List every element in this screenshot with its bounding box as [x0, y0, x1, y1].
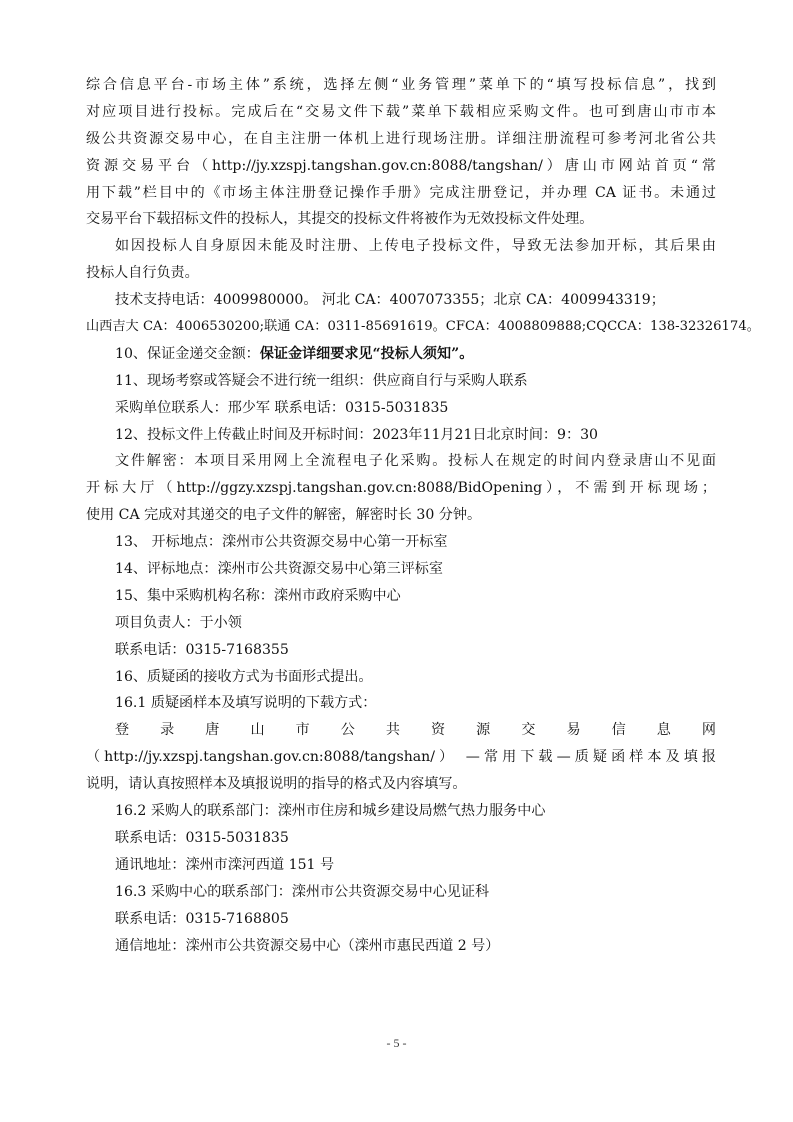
evaluation-location: 14、评标地点：滦州市公共资源交易中心第三评标室 — [115, 561, 443, 578]
purchaser-department: 16.2 采购人的联系部门：滦州市住房和城乡建设局燃气热力服务中心 — [115, 803, 546, 820]
paragraph-line: 文件解密：本项目采用网上全流程电子化采购。投标人在规定的时间内登录唐山不见面 — [115, 453, 716, 470]
paragraph-line: 资源交易平台（http://jy.xzspj.tangshan.gov.cn:8088/tangshan/）唐山市网站首页“常 — [86, 157, 716, 174]
paragraph-line: 开标大厅（http://ggzy.xzspj.tangshan.gov.cn:8088/BidOpening），不需到开标现场； — [86, 480, 716, 497]
purchaser-phone: 联系电话：0315-5031835 — [115, 829, 289, 846]
center-address: 通信地址：滦州市公共资源交易中心（滦州市惠民西道 2 号） — [115, 937, 500, 954]
ca-contacts-line: 山西吉大 CA：4006530200;联通 CA：0311-85691619。CFCA：4008809888;CQCCA：138-32326174。 — [86, 319, 760, 335]
paragraph-line: 投标人自行负责。 — [86, 265, 199, 282]
center-phone: 联系电话：0315-7168805 — [115, 910, 289, 927]
paragraph-line: 说明，请认真按照样本及填报说明的指导的格式及内容填写。 — [86, 776, 467, 793]
tech-support-line: 技术支持电话：4009980000。 河北 CA：4007073355；北京 CA：4009943319； — [115, 292, 665, 309]
deposit-requirement: 保证金详细要求见“投标人须知”。 — [259, 345, 474, 362]
purchaser-contact-line: 采购单位联系人：邢少军 联系电话：0315-5031835 — [115, 399, 449, 416]
bid-opening-location: 13、 开标地点：滦州市公共资源交易中心第一开标室 — [115, 534, 448, 551]
paragraph-line: （http://jy.xzspj.tangshan.gov.cn:8088/tangshan/） —常用下载—质疑函样本及填报 — [86, 749, 716, 766]
deposit-line — [86, 341, 716, 368]
page-number: - 5 - — [386, 1036, 407, 1050]
complaint-method: 16、质疑函的接收方式为书面形式提出。 — [115, 668, 373, 685]
document-body — [86, 72, 760, 959]
paragraph-line: 如因投标人自身原因未能及时注册、上传电子投标文件，导致无法参加开标，其后果由 — [115, 238, 716, 255]
agency-phone: 联系电话：0315-7168355 — [115, 641, 289, 658]
project-manager: 项目负责人：于小领 — [115, 614, 242, 631]
paragraph-line: 综合信息平台-市场主体”系统，选择左侧“业务管理”菜单下的“填写投标信息”，找到 — [86, 77, 716, 93]
complaint-download: 16.1 质疑函样本及填写说明的下载方式： — [115, 695, 377, 712]
paragraph-line: 对应项目进行投标。完成后在“交易文件下载”菜单下载相应采购文件。也可到唐山市市本 — [86, 103, 716, 120]
site-visit-line: 11、现场考察或答疑会不进行统一组织：供应商自行与采购人联系 — [115, 372, 528, 389]
paragraph-line: 使用 CA 完成对其递交的电子文件的解密，解密时长 30 分钟。 — [86, 507, 482, 524]
paragraph-line: 级公共资源交易中心，在自主注册一体机上进行现场注册。详细注册流程可参考河北省公共 — [86, 130, 716, 147]
deadline-line: 12、投标文件上传截止时间及开标时间：2023年11月21日北京时间：9：30 — [115, 426, 599, 443]
purchaser-address: 通讯地址：滦州市滦河西道 151 号 — [115, 856, 335, 873]
deposit-label: 10、保证金递交金额： — [115, 345, 260, 362]
paragraph-line: 登录唐山市公共资源交易信息网 — [115, 722, 716, 739]
center-department: 16.3 采购中心的联系部门：滦州市公共资源交易中心见证科 — [115, 883, 490, 900]
paragraph-line: 用下载”栏目中的《市场主体注册登记操作手册》完成注册登记，并办理 CA 证书。未通过 — [86, 184, 716, 201]
paragraph-line: 交易平台下载招标文件的投标人，其提交的投标文件将被作为无效投标文件处理。 — [86, 211, 594, 228]
procurement-agency: 15、集中采购机构名称：滦州市政府采购中心 — [115, 587, 401, 604]
